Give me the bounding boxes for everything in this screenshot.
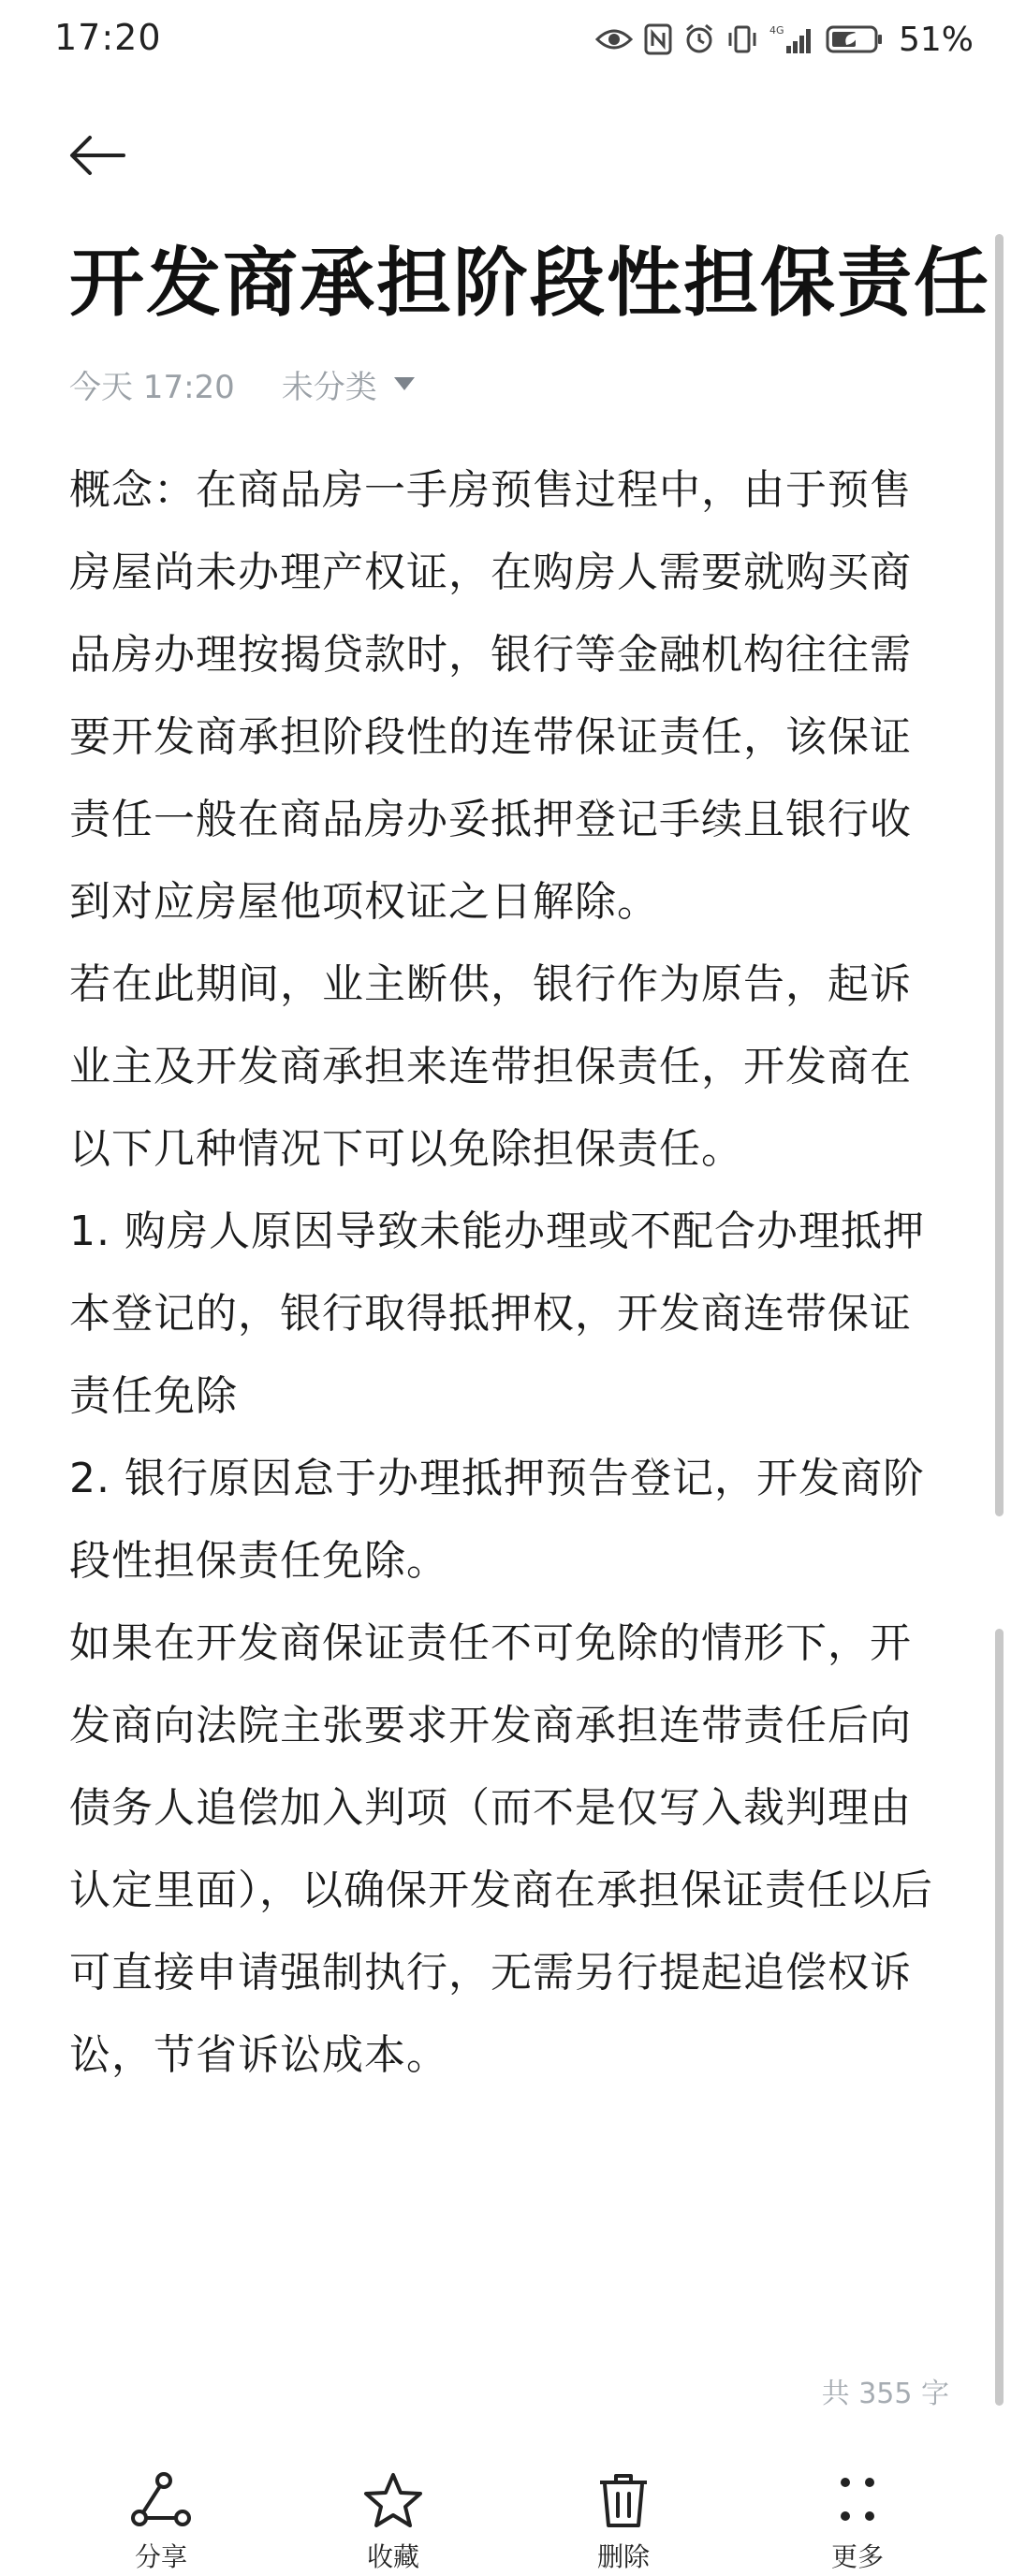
category-selector[interactable]	[282, 361, 415, 407]
status-icons	[595, 17, 974, 62]
battery-percent: 51%	[898, 20, 974, 59]
note-date: 今天 17:20	[69, 368, 235, 406]
star-icon	[360, 2471, 426, 2529]
nfc-icon	[644, 23, 672, 55]
share-button[interactable]	[95, 2471, 227, 2574]
scrollbar-thumb[interactable]	[995, 234, 1004, 1516]
svg-text:4G: 4G	[769, 24, 784, 37]
delete-button[interactable]	[558, 2471, 689, 2574]
caret-down-icon	[394, 377, 415, 390]
note-meta	[69, 360, 415, 407]
scrollbar-thumb[interactable]	[995, 1629, 1004, 2406]
word-count: 共 355 字	[821, 2378, 949, 2410]
paragraph-item-2: 2. 银行原因怠于办理抵押预告登记，开发商阶段性担保责任免除。	[69, 1455, 925, 1585]
trash-icon	[591, 2471, 656, 2529]
signal-4g-icon	[769, 23, 814, 55]
share-label: 分享	[134, 2541, 187, 2572]
delete-label: 删除	[596, 2541, 650, 2572]
vibrate-icon	[726, 23, 758, 55]
back-arrow-icon	[67, 132, 127, 179]
note-body[interactable]	[69, 449, 949, 2097]
alarm-icon	[683, 23, 715, 55]
status-time: 17:20	[54, 17, 162, 58]
status-bar	[0, 0, 1011, 82]
more-label: 更多	[830, 2541, 884, 2572]
bottom-toolbar	[0, 2471, 1011, 2576]
note-title[interactable]: 开发商承担阶段性担保责任	[69, 240, 990, 327]
more-button[interactable]	[792, 2471, 923, 2574]
category-label: 未分类	[281, 368, 377, 406]
paragraph-conclusion: 如果在开发商保证责任不可免除的情形下，开发商向法院主张要求开发商承担连带责任后向债务人追偿加入判项（而不是仅写入裁判理由认定里面），以确保开发商在承担保证责任以后可直接申请强制执行，无需另行提起追偿权诉讼，节省诉讼成本。	[69, 1619, 933, 2079]
eye-comfort-icon	[595, 25, 633, 53]
paragraph-concept: 概念：在商品房一手房预售过程中，由于预售房屋尚未办理产权证，在购房人需要就购买商品房办理按揭贷款时，银行等金融机构往往需要开发商承担阶段性的连带保证责任，该保证责任一般在商品房办妥抵押登记手续且银行收到对应房屋他项权证之日解除。	[69, 466, 912, 926]
favorite-label: 收藏	[366, 2541, 419, 2572]
back-button[interactable]	[64, 122, 131, 189]
more-dots-icon	[825, 2471, 890, 2529]
paragraph-default: 若在此期间，业主断供，银行作为原告，起诉业主及开发商承担来连带担保责任，开发商在以下几种情况下可以免除担保责任。	[69, 960, 912, 1173]
favorite-button[interactable]	[328, 2471, 459, 2574]
battery-icon	[826, 24, 884, 54]
paragraph-item-1: 1. 购房人原因导致未能办理或不配合办理抵押本登记的，银行取得抵押权，开发商连带保证责任免除	[69, 1208, 925, 1420]
share-icon	[128, 2471, 194, 2529]
